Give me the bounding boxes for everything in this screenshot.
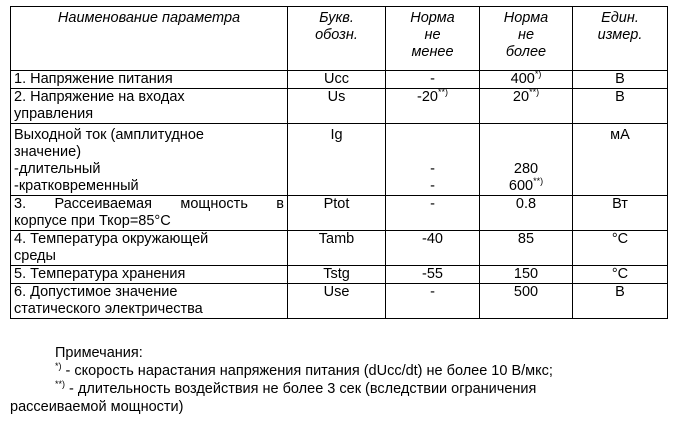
param-max: 20**) <box>480 89 573 124</box>
footnote-mark: *) <box>534 69 542 80</box>
param-unit: °С <box>573 266 668 284</box>
param-name: 1. Напряжение питания <box>11 71 288 89</box>
param-max: 150 <box>480 266 573 284</box>
header-min: Норма не менее <box>386 7 480 71</box>
param-symbol: Tstg <box>288 266 386 284</box>
table-row <box>11 196 668 231</box>
param-symbol: Ig <box>288 124 386 196</box>
param-min: - <box>386 71 480 89</box>
param-name: 5. Температура хранения <box>11 266 288 284</box>
table-row <box>11 231 668 266</box>
param-max: 85 <box>480 231 573 266</box>
table-row <box>11 284 668 319</box>
param-max: 400*) <box>480 71 573 89</box>
param-symbol: Ptot <box>288 196 386 231</box>
header-max: Норма не более <box>480 7 573 71</box>
table-row <box>11 124 668 196</box>
param-min: -40 <box>386 231 480 266</box>
footnote-mark: **) <box>55 379 66 390</box>
header-unit: Един. измер. <box>573 7 668 71</box>
param-unit: Вт <box>573 196 668 231</box>
param-symbol: Ucc <box>288 71 386 89</box>
notes-title: Примечания: <box>55 345 143 361</box>
param-unit: °С <box>573 231 668 266</box>
table-row <box>11 266 668 284</box>
param-min: - <box>386 196 480 231</box>
table-row <box>11 89 668 124</box>
param-symbol: Use <box>288 284 386 319</box>
table-header-row <box>11 7 668 71</box>
parameters-table <box>10 6 668 319</box>
param-name: 4. Температура окружающей среды <box>11 231 288 266</box>
param-min: - - <box>386 124 480 196</box>
param-max: 500 <box>480 284 573 319</box>
param-min: - <box>386 284 480 319</box>
param-name: Выходной ток (амплитудное значение) -длительный -кратковременный <box>11 124 288 196</box>
footnote-mark: **) <box>437 87 448 98</box>
footnote-mark: **) <box>533 176 544 187</box>
param-min: -55 <box>386 266 480 284</box>
param-unit: В <box>573 89 668 124</box>
footnote-mark: *) <box>55 361 62 372</box>
param-unit: мА <box>573 124 668 196</box>
param-symbol: Tamb <box>288 231 386 266</box>
header-symbol: Букв. обозн. <box>288 7 386 71</box>
header-name: Наименование параметра <box>11 7 288 71</box>
param-min: -20**) <box>386 89 480 124</box>
table-row <box>11 71 668 89</box>
param-unit: В <box>573 284 668 319</box>
footnote-mark: **) <box>529 87 540 98</box>
param-name: 6. Допустимое значение статического электричества <box>11 284 288 319</box>
notes-section <box>10 344 670 416</box>
note-2-continuation: рассеиваемой мощности) <box>10 399 184 415</box>
param-unit: В <box>573 71 668 89</box>
param-max: 280 600**) <box>480 124 573 196</box>
param-name: 3. Рассеиваемая мощность в корпусе при Ткор=85°С <box>11 196 288 231</box>
note-2: **) - длительность воздействия не более 3 сек (вследствии ограничения <box>55 379 537 397</box>
param-max: 0.8 <box>480 196 573 231</box>
note-1: *) - скорость нарастания напряжения питания (dUcc/dt) не более 10 В/мкс; <box>55 361 553 379</box>
param-name: 2. Напряжение на входах управления <box>11 89 288 124</box>
param-symbol: Us <box>288 89 386 124</box>
